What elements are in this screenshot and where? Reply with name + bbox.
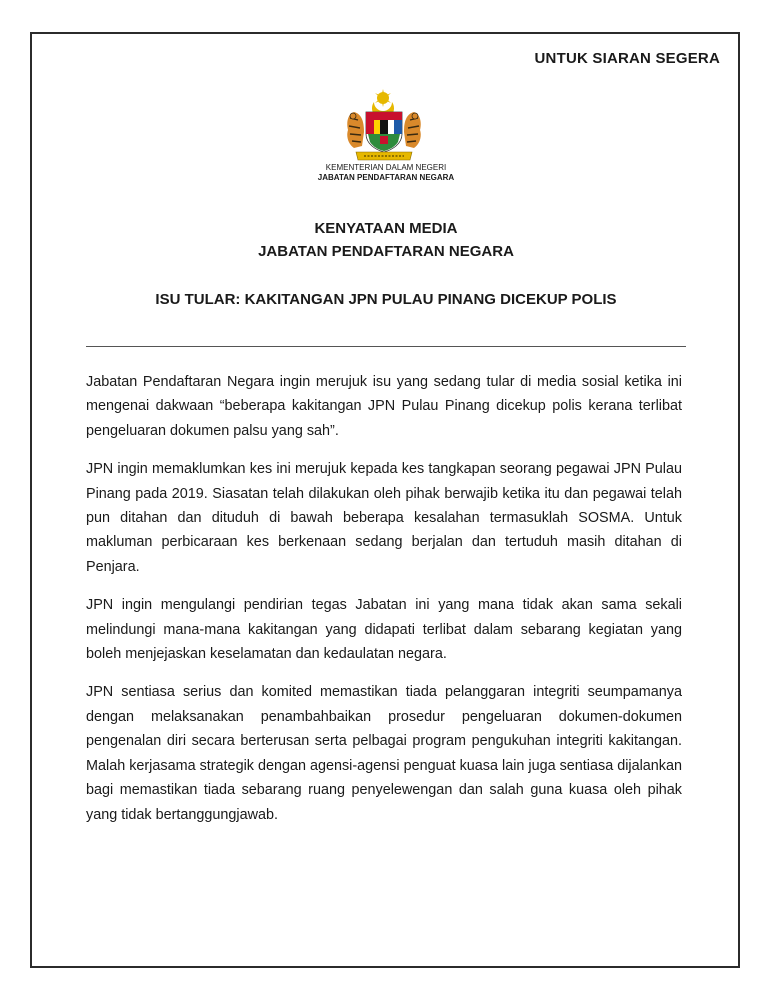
paragraph: Jabatan Pendaftaran Negara ingin merujuk isu yang sedang tular di media sosial ketika ini mengenai dakwaan “beberapa kakitangan JPN Pulau Pinang dicekup polis kerana terlibat pengeluaran dokumen palsu yang sah”. (86, 374, 682, 439)
paragraph: JPN ingin memaklumkan kes ini merujuk kepada kes tangkapan seorang pegawai JPN Pulau Pinang pada 2019. Siasatan telah dilakukan oleh pihak berwajib ketika itu dan pegawai telah pun ditahan dan dituduh di bawah beberapa kesalahan termasuklah SOSMA. Untuk makluman perbicaraan kes berkenaan sedang berjalan dan tertuduh masih ditahan di Penjara. (86, 461, 682, 575)
coat-of-arms-icon (334, 88, 434, 164)
subject-line: ISU TULAR: KAKITANGAN JPN PULAU PINANG DICEKUP POLIS (155, 291, 617, 308)
statement-body (86, 370, 682, 841)
ministry-name: KEMENTERIAN DALAM NEGERI (325, 163, 447, 172)
divider (86, 346, 686, 347)
document-title: KENYATAAN MEDIA (314, 220, 458, 237)
department-name: JABATAN PENDAFTARAN NEGARA (317, 173, 455, 182)
release-label: UNTUK SIARAN SEGERA (534, 50, 720, 67)
paragraph: JPN ingin mengulangi pendirian tegas Jabatan ini yang mana tidak akan sama sekali melindungi mana-mana kakitangan yang didapati terlibat dalam sebarang kegiatan yang boleh menjejaskan keselamatan dan kedaulatan negara. (86, 597, 682, 663)
paragraph: JPN sentiasa serius dan komited memastikan tiada pelanggaran integriti seumpamanya dengan melaksanakan penambahbaikan prosedur pengeluaran dokumen-dokumen pengenalan diri secara berterusan serta pelbagai program pengukuhan integriti kakitangan. Malah kerjasama strategik dengan agensi-agensi penguat kuasa lain juga sentiasa dijalankan bagi memastikan tiada sebarang ruang penyelewengan dan salah guna kuasa oleh pihak yang tidak bertanggungjawab. (86, 684, 683, 823)
document-subtitle: JABATAN PENDAFTARAN NEGARA (258, 243, 514, 260)
